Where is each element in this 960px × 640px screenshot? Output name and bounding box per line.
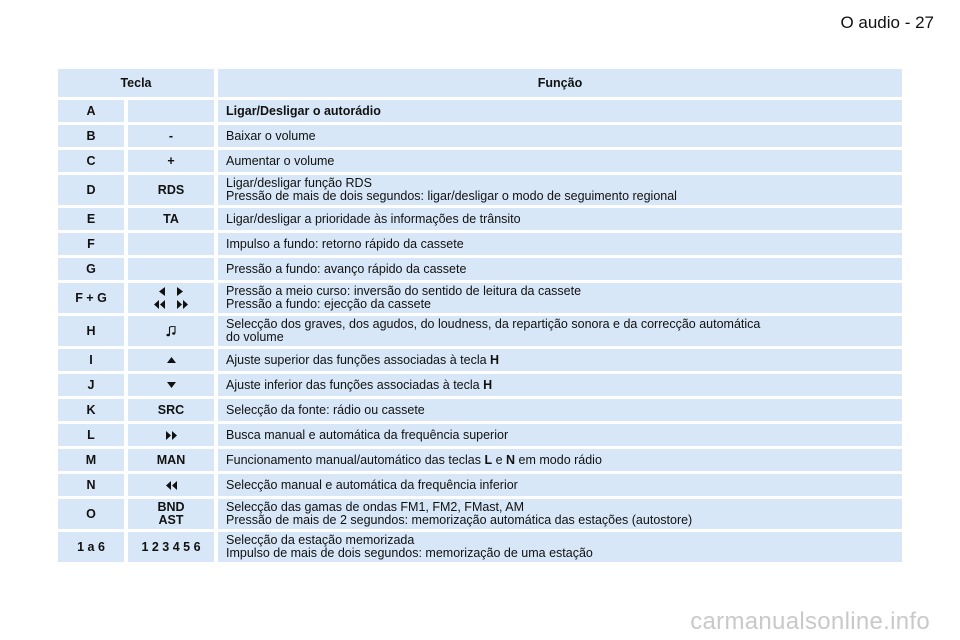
double-right-arrow-icon xyxy=(177,300,188,309)
function-text xyxy=(226,354,499,367)
key-cell: F + G xyxy=(58,283,124,313)
down-triangle-icon xyxy=(167,382,176,388)
function-table xyxy=(58,69,902,562)
function-cell xyxy=(218,424,902,446)
key-reference: N xyxy=(506,452,516,467)
function-cell xyxy=(218,125,902,147)
function-text-part: Ajuste inferior das funções associadas à tecla xyxy=(226,377,484,392)
key-cell: E xyxy=(58,208,124,230)
function-text xyxy=(226,454,602,467)
symbol-cell: MAN xyxy=(128,449,214,471)
symbol-cell xyxy=(128,374,214,396)
key-cell: B xyxy=(58,125,124,147)
key-cell: F xyxy=(58,233,124,255)
function-cell xyxy=(218,100,902,122)
symbol-cell xyxy=(128,233,214,255)
function-text: Selecção manual e automática da frequência inferior xyxy=(226,477,518,492)
symbol-cell xyxy=(128,258,214,280)
symbol-cell: + xyxy=(128,150,214,172)
up-triangle-icon xyxy=(167,357,176,363)
key-cell: C xyxy=(58,150,124,172)
function-cell xyxy=(218,374,902,396)
function-text-part: em modo rádio xyxy=(515,452,602,467)
key-reference: H xyxy=(490,352,500,367)
double-left-arrow-icon xyxy=(154,300,165,309)
function-text: Ligar/desligar a prioridade às informações de trânsito xyxy=(226,211,521,226)
function-text: Pressão a fundo: ejecção da cassete xyxy=(226,297,431,311)
header-funcao: Função xyxy=(218,69,902,97)
function-cell xyxy=(218,532,902,562)
function-text: Ligar/Desligar o autorádio xyxy=(226,103,381,118)
symbol-cell xyxy=(128,499,214,529)
function-text: Pressão de mais de dois segundos: ligar/desligar o modo de seguimento regional xyxy=(226,189,677,203)
watermark: carmanualsonline.info xyxy=(690,608,930,635)
key-reference: L xyxy=(484,452,493,467)
function-text: Baixar o volume xyxy=(226,128,316,143)
symbol-cell xyxy=(128,316,214,346)
key-cell: J xyxy=(58,374,124,396)
key-cell: I xyxy=(58,349,124,371)
function-text: Busca manual e automática da frequência superior xyxy=(226,427,509,442)
music-note-icon xyxy=(166,326,176,337)
symbol-text: BND xyxy=(157,500,185,514)
symbol-cell: 1 2 3 4 5 6 xyxy=(128,532,214,562)
key-cell: O xyxy=(58,499,124,529)
function-cell xyxy=(218,175,902,205)
key-cell: D xyxy=(58,175,124,205)
symbol-cell xyxy=(128,349,214,371)
function-text: Pressão a fundo: avanço rápido da cassete xyxy=(226,261,467,276)
symbol-text: AST xyxy=(158,513,184,527)
function-cell xyxy=(218,349,902,371)
function-text-part: Ajuste superior das funções associadas à tecla xyxy=(226,352,491,367)
function-text: Pressão a meio curso: inversão do sentido de leitura da cassete xyxy=(226,284,582,298)
function-cell xyxy=(218,283,902,313)
function-cell xyxy=(218,208,902,230)
page-header: O audio - 27 xyxy=(840,13,934,32)
function-text: do volume xyxy=(226,330,284,344)
header-tecla: Tecla xyxy=(58,69,214,97)
function-text: Selecção da fonte: rádio ou cassete xyxy=(226,402,425,417)
function-text: Impulso a fundo: retorno rápido da cassete xyxy=(226,236,464,251)
symbol-cell xyxy=(128,100,214,122)
function-cell xyxy=(218,499,902,529)
function-cell xyxy=(218,233,902,255)
function-cell xyxy=(218,258,902,280)
symbol-cell: RDS xyxy=(128,175,214,205)
function-text-part: e xyxy=(492,452,507,467)
symbol-cell: TA xyxy=(128,208,214,230)
key-cell: A xyxy=(58,100,124,122)
key-cell: M xyxy=(58,449,124,471)
symbol-cell: SRC xyxy=(128,399,214,421)
function-text: Impulso de mais de dois segundos: memorização de uma estação xyxy=(226,546,593,560)
function-cell xyxy=(218,449,902,471)
key-cell: H xyxy=(58,316,124,346)
key-cell: L xyxy=(58,424,124,446)
symbol-cell xyxy=(128,424,214,446)
function-text-part: Funcionamento manual/automático das teclas xyxy=(226,452,485,467)
left-triangle-icon xyxy=(159,287,165,296)
function-text: Selecção da estação memorizada xyxy=(226,533,415,547)
right-triangle-icon xyxy=(177,287,183,296)
function-text: Pressão de mais de 2 segundos: memorização automática das estações (autostore) xyxy=(226,513,693,527)
function-text: Aumentar o volume xyxy=(226,153,335,168)
function-text xyxy=(226,379,492,392)
symbol-cell xyxy=(128,474,214,496)
symbol-cell xyxy=(128,283,214,313)
function-cell xyxy=(218,316,902,346)
double-right-arrow-icon xyxy=(166,431,177,440)
key-cell: 1 a 6 xyxy=(58,532,124,562)
symbol-cell: - xyxy=(128,125,214,147)
function-cell xyxy=(218,150,902,172)
function-cell xyxy=(218,399,902,421)
function-cell xyxy=(218,474,902,496)
double-left-arrow-icon xyxy=(166,481,177,490)
key-cell: K xyxy=(58,399,124,421)
function-text: Selecção das gamas de ondas FM1, FM2, FMast, AM xyxy=(226,500,525,514)
key-reference: H xyxy=(483,377,493,392)
function-text: Ligar/desligar função RDS xyxy=(226,176,372,190)
function-text: Selecção dos graves, dos agudos, do loudness, da repartição sonora e da correcção automática xyxy=(226,317,761,331)
key-cell: N xyxy=(58,474,124,496)
key-cell: G xyxy=(58,258,124,280)
